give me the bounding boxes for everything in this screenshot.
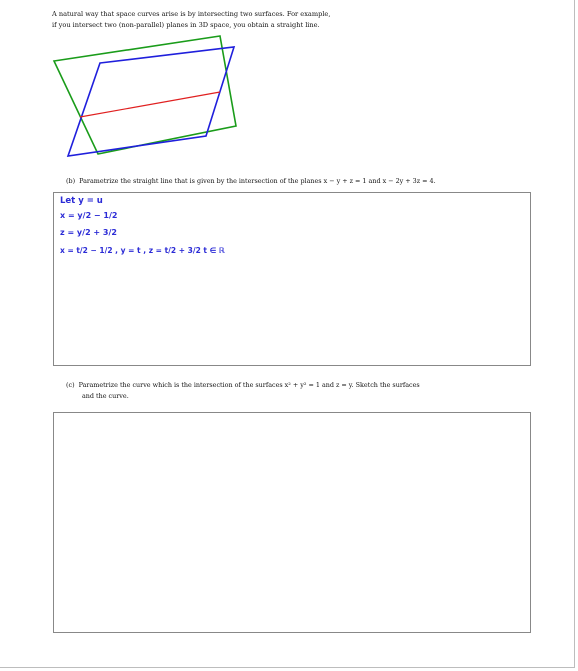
question-c-text-1: Parametrize the curve which is the intersection of the surfaces x² + y² = 1 and z = y. Sketch the surfaces xyxy=(78,381,420,389)
green-plane xyxy=(54,36,236,154)
handwriting-line-1: Let y = u xyxy=(60,196,103,206)
handwriting-line-3: z = y/2 + 3/2 xyxy=(60,228,117,237)
handwriting-line-2: x = y/2 − 1/2 xyxy=(60,211,118,220)
question-c xyxy=(66,380,546,402)
handwriting-line-4: x = t/2 − 1/2 , y = t , z = t/2 + 3/2 t ∈ ℝ xyxy=(60,246,225,255)
answer-box-b[interactable] xyxy=(53,192,531,366)
question-c-label: (c) xyxy=(66,381,75,389)
intro-text xyxy=(52,9,552,31)
question-c-text-2: and the curve. xyxy=(82,392,129,400)
blue-plane xyxy=(68,47,234,156)
question-b-text: Parametrize the straight line that is given by the intersection of the planes x − y + z = 1 and x − 2y + 3z = 4. xyxy=(79,177,436,185)
intersecting-planes-figure xyxy=(48,30,248,165)
intro-line-2: if you intersect two (non-parallel) planes in 3D space, you obtain a straight line. xyxy=(52,21,320,29)
question-b-label: (b) xyxy=(66,177,76,185)
intersection-line xyxy=(80,92,220,117)
intro-line-1: A natural way that space curves arise is by intersecting two surfaces. For example, xyxy=(52,10,331,18)
question-b xyxy=(66,176,546,187)
answer-box-c[interactable] xyxy=(53,412,531,633)
